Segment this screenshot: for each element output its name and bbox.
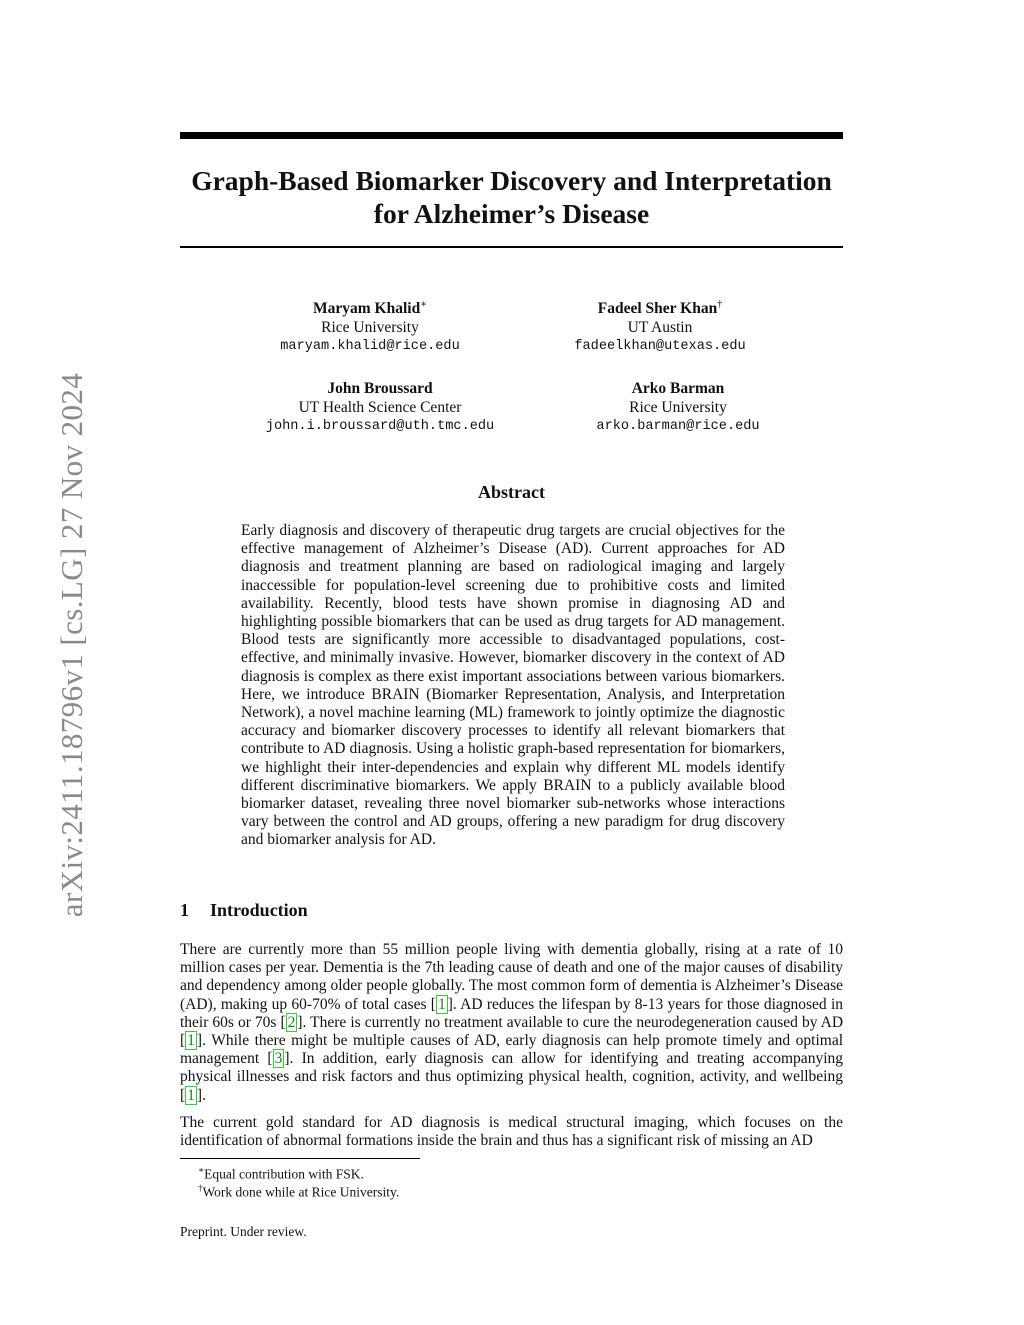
citation-link[interactable]: 1 (187, 1032, 195, 1050)
footnote-rule (180, 1158, 420, 1159)
author-name: Fadeel Sher Khan† (597, 299, 723, 318)
author-block (230, 379, 530, 436)
author-block (528, 379, 828, 436)
section-title: Introduction (210, 900, 308, 920)
citation-link[interactable]: 1 (437, 995, 446, 1013)
author-block (220, 295, 520, 356)
intro-paragraph-1: There are currently more than 55 million people living with dementia globally, rising at a rate of 10 million cases per year. Dementia is the 7th leading cause of death and one of the major causes of disability and dependency among older people globally. The most common form of dementia is Alzheimer’s Disease (AD), making up 60-70% of total cases [ 1 ]. AD reduces the lifespan by 8-13 years for those diagnosed in their 60s or 70s [ 2 ]. There is currently no treatment available to cure the neurodegeneration caused by AD [ 1 ]. While there might be multiple causes of AD, early diagnosis can help promote timely and optimal management [ 3 ]. In addition, early diagnosis can allow for identifying and treating accompanying physical illnesses and risk factors and thus optimizing physical health, cognition, activity, and wellbeing [ 1 ]. (180, 941, 844, 1104)
paper-title (180, 164, 843, 230)
footnote: ∗Equal contribution with FSK. (198, 1165, 364, 1182)
abstract-heading: Abstract (478, 482, 545, 502)
author-block (510, 295, 810, 356)
author-email[interactable]: maryam.khalid@rice.edu (280, 339, 460, 355)
author-email[interactable]: john.i.broussard@uth.tmc.edu (265, 419, 495, 434)
title-line-1: Graph-Based Biomarker Discovery and Interpretation (191, 165, 832, 196)
intro-paragraph-2: The current gold standard for AD diagnosis is medical structural imaging, which focuses on the identification of abnormal formations inside the brain and thus has a significant risk of missing an AD (180, 1114, 843, 1150)
author-affiliation: Rice University (321, 319, 419, 337)
citation-link[interactable]: 3 (274, 1050, 283, 1068)
author-affiliation: UT Austin (627, 319, 693, 337)
author-email[interactable]: arko.barman@rice.edu (596, 419, 760, 434)
citation-link[interactable]: 1 (187, 1086, 195, 1104)
footnote: †Work done while at Rice University. (198, 1183, 400, 1200)
author-email[interactable]: fadeelkhan@utexas.edu (574, 339, 746, 355)
section-number: 1 (180, 900, 189, 920)
title-line-2: for Alzheimer’s Disease (373, 198, 650, 229)
title-rule-top (180, 132, 843, 139)
preprint-notice: Preprint. Under review. (180, 1224, 307, 1239)
author-name: John Broussard (327, 380, 433, 397)
author-name: Arko Barman (631, 380, 725, 397)
author-name: Maryam Khalid∗ (312, 299, 427, 318)
citation-link[interactable]: 2 (287, 1013, 296, 1031)
author-affiliation: Rice University (629, 399, 727, 416)
abstract-text: Early diagnosis and discovery of therapeutic drug targets are crucial objectives for the effective management of Alzheimer’s Disease (AD). Current approaches for AD diagnosis and treatment planning are based on radiological imaging and largely inaccessible for population-level screening due to prohibitive costs and limited availability. Recently, blood tests have shown promise in diagnosing AD and highlighting possible biomarkers that can be used as drug targets for AD management. Blood tests are significantly more accessible to disadvantaged populations, cost-effective, and minimally invasive. However, biomarker discovery in the context of AD diagnosis is complex as there exist important associations between various biomarkers. Here, we introduce BRAIN (Biomarker Representation, Analysis, and Interpretation Network), a novel machine learning (ML) framework to jointly optimize the diagnostic accuracy and biomarker discovery processes to identify all relevant biomarkers that contribute to AD diagnosis. Using a holistic graph-based representation for biomarkers, we highlight their inter-dependencies and explain why different ML models identify different discriminative biomarkers. We apply BRAIN to a publicly available blood biomarker dataset, revealing three novel biomarker sub-networks whose interactions vary between the control and AD groups, offering a new paradigm for drug discovery and biomarker analysis for AD. (241, 522, 785, 849)
section-heading-introduction (180, 900, 308, 921)
arxiv-sidebar-stamp: arXiv:2411.18796v1 [cs.LG] 27 Nov 2024 (54, 372, 89, 918)
title-rule-bottom (180, 246, 843, 248)
author-affiliation: UT Health Science Center (298, 399, 462, 416)
